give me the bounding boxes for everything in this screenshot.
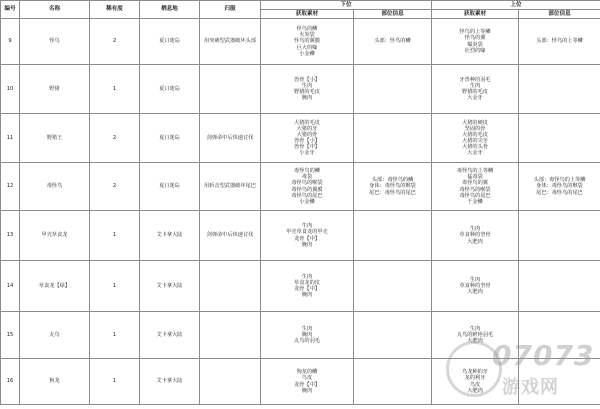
cell-capture bbox=[200, 359, 261, 405]
cell-high-materials-line: 壮烈的喙 bbox=[464, 47, 486, 54]
header-high-part: 部位信息 bbox=[519, 10, 600, 19]
cell-name: 野猪 bbox=[20, 65, 90, 114]
cell-low-materials-line: 腌肉 bbox=[301, 331, 313, 338]
watermark-subtitle: 游戏网 bbox=[502, 377, 559, 398]
cell-high-materials-line: 牙兽种的羽毛 bbox=[459, 76, 491, 83]
cell-low-materials-line: 巨大的喙 bbox=[296, 44, 318, 51]
header-high-rank: 上位 bbox=[432, 1, 600, 10]
cell-capture: 剑弹命中后快速讨伐 bbox=[200, 114, 261, 163]
cell-high-materials bbox=[432, 114, 519, 163]
cell-low-materials-line: 毒怪鸟的鳞 bbox=[294, 168, 320, 175]
cell-capture: 用突刺型武器破坏头部 bbox=[200, 19, 261, 65]
cell-name: 怪鸟 bbox=[20, 19, 90, 65]
cell-high-materials bbox=[432, 261, 519, 312]
cell-id: 9 bbox=[1, 19, 20, 65]
cell-high-materials-line: 毒怪鸟的喉袋 bbox=[459, 186, 491, 193]
cell-high-parts-line: 头部：怪鸟的上等鳞 bbox=[536, 38, 583, 45]
cell-low-materials-line: 小金鳞 bbox=[299, 50, 315, 57]
header-rarity: 稀有度 bbox=[90, 1, 140, 19]
cell-habitat: 艾卡拿大陆 bbox=[140, 312, 200, 359]
cell-capture bbox=[200, 312, 261, 359]
cell-high-parts bbox=[519, 19, 600, 65]
cell-low-materials-line: 狗龙的鳞 bbox=[296, 369, 318, 376]
cell-capture: 用斩击型武器破坏尾巴 bbox=[200, 163, 261, 211]
cell-rarity: 2 bbox=[90, 19, 140, 65]
cell-name: 丸鸟 bbox=[20, 312, 90, 359]
cell-low-parts-line: 身体：毒怪鸟的喉袋 bbox=[369, 183, 416, 190]
cell-high-materials-line: 大猪的硬皮 bbox=[462, 119, 488, 126]
cell-low-materials bbox=[261, 163, 354, 211]
site-watermark bbox=[446, 339, 596, 405]
cell-low-materials-line: 兽骨【小】 bbox=[294, 76, 320, 83]
cell-low-materials-line: 甲壳草食龙的甲壳 bbox=[286, 229, 328, 236]
header-id: 编号 bbox=[1, 1, 20, 19]
cell-high-materials-line: 鸟龙种的牙 bbox=[462, 369, 488, 376]
cell-low-materials-line: 小金鳞 bbox=[299, 198, 315, 205]
cell-low-materials-line: 毒怪鸟的喉袋 bbox=[291, 180, 323, 187]
cell-high-materials bbox=[432, 163, 519, 211]
cell-low-materials bbox=[261, 359, 354, 405]
cell-low-materials bbox=[261, 312, 354, 359]
cell-high-materials-line: 怪鸟的上等鳞 bbox=[459, 29, 491, 36]
cell-high-materials-line: 鸟皮 bbox=[469, 381, 481, 388]
cell-low-materials bbox=[261, 19, 354, 65]
cell-rarity: 2 bbox=[90, 163, 140, 211]
cell-habitat: 夏口迷岛 bbox=[140, 65, 200, 114]
cell-low-materials-line: 龙骨【中】 bbox=[294, 235, 320, 242]
cell-low-materials-line: 火炎袋 bbox=[299, 32, 315, 39]
table-row bbox=[1, 163, 600, 211]
cell-low-materials bbox=[261, 114, 354, 163]
cell-low-materials-line: 兽骨【小】 bbox=[294, 138, 320, 144]
cell-habitat: 夏口迷岛 bbox=[140, 114, 200, 163]
cell-high-materials-line: 草食种的坚骨 bbox=[459, 282, 491, 289]
cell-low-materials-line: 腌肉 bbox=[301, 387, 313, 394]
cell-high-materials-line: 大猪的头骨 bbox=[462, 144, 488, 151]
cell-low-materials-line: 龙骨【中】 bbox=[294, 286, 320, 292]
cell-high-materials-line: 大肥肉 bbox=[467, 289, 483, 296]
cell-low-materials bbox=[261, 261, 354, 312]
cell-name: 毒怪鸟 bbox=[20, 163, 90, 211]
cell-high-materials-line: 丸鸟的鲜艳羽毛 bbox=[456, 331, 494, 338]
cell-rarity: 2 bbox=[90, 114, 140, 163]
cell-high-materials-line: 爆炎袋 bbox=[467, 41, 483, 48]
cell-low-materials-line: 大猪的骨 bbox=[296, 131, 318, 138]
cell-capture bbox=[200, 65, 261, 114]
table-row bbox=[1, 19, 600, 65]
cell-high-materials-line: 大猪的尖牙 bbox=[462, 138, 488, 144]
cell-low-parts bbox=[354, 312, 432, 359]
cell-high-materials-line: 坚固的骨 bbox=[464, 125, 486, 132]
cell-high-materials-line: 大肥肉 bbox=[467, 387, 483, 394]
cell-high-materials-line: 大金牙 bbox=[467, 95, 483, 102]
cell-habitat: 艾卡拿大陆 bbox=[140, 211, 200, 261]
cell-low-materials-line: 鸟皮 bbox=[301, 375, 313, 382]
cell-low-materials-line: 生肉 bbox=[301, 273, 313, 280]
cell-low-materials-line: 毒袋 bbox=[301, 174, 313, 181]
cell-high-parts-line: 身体：毒怪鸟的喉袋 bbox=[536, 183, 583, 190]
cell-low-materials-line: 小金牙 bbox=[299, 150, 315, 157]
cell-rarity: 1 bbox=[90, 359, 140, 405]
cell-high-materials-line: 大猪的毛皮 bbox=[462, 131, 488, 138]
cell-low-materials-line: 腌肉 bbox=[301, 292, 313, 299]
cell-high-materials-line: 生肉 bbox=[469, 276, 481, 283]
cell-high-materials-line: 草食种的坚骨 bbox=[459, 232, 491, 239]
cell-habitat: 艾卡拿大陆 bbox=[140, 359, 200, 405]
cell-low-materials-line: 腌肉 bbox=[301, 241, 313, 248]
cell-low-materials bbox=[261, 65, 354, 114]
table-row bbox=[1, 114, 600, 163]
cell-name: 草食龙【绿】 bbox=[20, 261, 90, 312]
header-low-material: 获取素材 bbox=[261, 10, 354, 19]
cell-habitat: 夏口迷岛 bbox=[140, 163, 200, 211]
cell-high-parts-line: 尾巴：毒怪鸟的尾巴 bbox=[536, 189, 583, 196]
cell-low-materials-line: 怪鸟的翼膜 bbox=[294, 38, 320, 45]
cell-high-materials-line: 毒怪鸟的上等鳞 bbox=[456, 168, 494, 175]
cell-high-materials-line: 怪鸟的翼 bbox=[464, 35, 486, 42]
cell-name: 甲壳草食龙 bbox=[20, 211, 90, 261]
table-row bbox=[1, 211, 600, 261]
cell-low-materials-line: 毒怪鸟的翼膜 bbox=[291, 186, 323, 193]
cell-low-parts bbox=[354, 163, 432, 211]
cell-low-materials-line: 腌肉 bbox=[301, 95, 313, 102]
cell-rarity: 1 bbox=[90, 261, 140, 312]
cell-high-parts-line: 头部：毒怪鸟的上等鳞 bbox=[533, 177, 586, 184]
cell-high-materials bbox=[432, 65, 519, 114]
cell-high-materials-line: 毒怪鸟的翼 bbox=[462, 180, 488, 187]
cell-low-materials-line: 生肉 bbox=[301, 223, 313, 230]
cell-low-parts-line: 头部：怪鸟的鳞 bbox=[374, 38, 411, 45]
cell-low-parts bbox=[354, 211, 432, 261]
header-habitat: 栖息地 bbox=[140, 1, 200, 19]
cell-low-parts bbox=[354, 65, 432, 114]
cell-low-materials-line: 生肉 bbox=[301, 325, 313, 332]
cell-high-materials-line: 生肉 bbox=[469, 325, 481, 332]
cell-name: 野猪王 bbox=[20, 114, 90, 163]
cell-high-materials-line: 猛毒袋 bbox=[467, 174, 483, 181]
cell-id: 16 bbox=[1, 359, 20, 405]
cell-id: 11 bbox=[1, 114, 20, 163]
cell-low-materials-line: 龙骨【中】 bbox=[294, 381, 320, 388]
watermark-logo: 07073 bbox=[492, 339, 595, 372]
cell-low-materials-line: 怪鸟的鳞 bbox=[296, 26, 318, 33]
cell-low-materials-line: 大猪的牙 bbox=[296, 125, 318, 132]
table-row bbox=[1, 65, 600, 114]
cell-high-materials-line: 生肉 bbox=[469, 82, 481, 89]
cell-high-materials-line: 千金鳞 bbox=[467, 198, 483, 205]
cell-low-parts bbox=[354, 261, 432, 312]
cell-high-parts bbox=[519, 211, 600, 261]
cell-high-materials-line: 龙的利牙 bbox=[464, 375, 486, 382]
cell-low-materials-line: 生肉 bbox=[301, 82, 313, 89]
cell-rarity: 1 bbox=[90, 211, 140, 261]
cell-high-materials-line: 毒怪鸟的尾巴 bbox=[459, 192, 491, 199]
cell-id: 12 bbox=[1, 163, 20, 211]
cell-low-parts bbox=[354, 114, 432, 163]
cell-high-materials-line: 大肥肉 bbox=[467, 238, 483, 245]
cell-rarity: 1 bbox=[90, 312, 140, 359]
cell-habitat: 夏口迷岛 bbox=[140, 19, 200, 65]
cell-capture: 剑弹命中后快速讨伐 bbox=[200, 211, 261, 261]
header-name: 名称 bbox=[20, 1, 90, 19]
cell-high-materials bbox=[432, 211, 519, 261]
cell-id: 14 bbox=[1, 261, 20, 312]
cell-high-parts bbox=[519, 261, 600, 312]
cell-id: 13 bbox=[1, 211, 20, 261]
cell-capture bbox=[200, 261, 261, 312]
cell-high-parts bbox=[519, 65, 600, 114]
header-capture: 归服 bbox=[200, 1, 261, 19]
cell-low-parts-line: 尾巴：毒怪鸟的尾巴 bbox=[369, 189, 416, 196]
cell-id: 15 bbox=[1, 312, 20, 359]
cell-low-materials bbox=[261, 211, 354, 261]
header-low-rank: 下位 bbox=[261, 1, 432, 10]
cell-high-materials-line: 大金牙 bbox=[467, 150, 483, 157]
cell-id: 10 bbox=[1, 65, 20, 114]
cell-rarity: 1 bbox=[90, 65, 140, 114]
cell-low-materials-line: 兽骨【中】 bbox=[294, 144, 320, 151]
cell-name: 狗龙 bbox=[20, 359, 90, 405]
cell-high-parts bbox=[519, 114, 600, 163]
cell-low-parts-line: 头部：毒怪鸟的鳞 bbox=[371, 177, 414, 184]
cell-low-materials-line: 丸鸟的羽毛 bbox=[294, 338, 320, 345]
header-low-part: 部位信息 bbox=[354, 10, 432, 19]
cell-low-parts bbox=[354, 359, 432, 405]
cell-high-materials-line: 生肉 bbox=[469, 226, 481, 233]
cell-high-materials-line: 野猪的毛皮 bbox=[462, 89, 488, 95]
cell-low-materials-line: 大猪的毛皮 bbox=[294, 119, 320, 126]
cell-high-materials-line: 大肥肉 bbox=[467, 338, 483, 345]
cell-high-parts bbox=[519, 163, 600, 211]
cell-low-parts bbox=[354, 19, 432, 65]
cell-low-materials-line: 野猪的毛皮 bbox=[294, 89, 320, 95]
cell-habitat: 艾卡拿大陆 bbox=[140, 261, 200, 312]
header-high-material: 获取素材 bbox=[432, 10, 519, 19]
cell-high-materials bbox=[432, 19, 519, 65]
cell-low-materials-line: 毒怪鸟的尾巴 bbox=[291, 192, 323, 199]
table-row bbox=[1, 261, 600, 312]
cell-low-materials-line: 草食龙的皮 bbox=[294, 279, 320, 286]
